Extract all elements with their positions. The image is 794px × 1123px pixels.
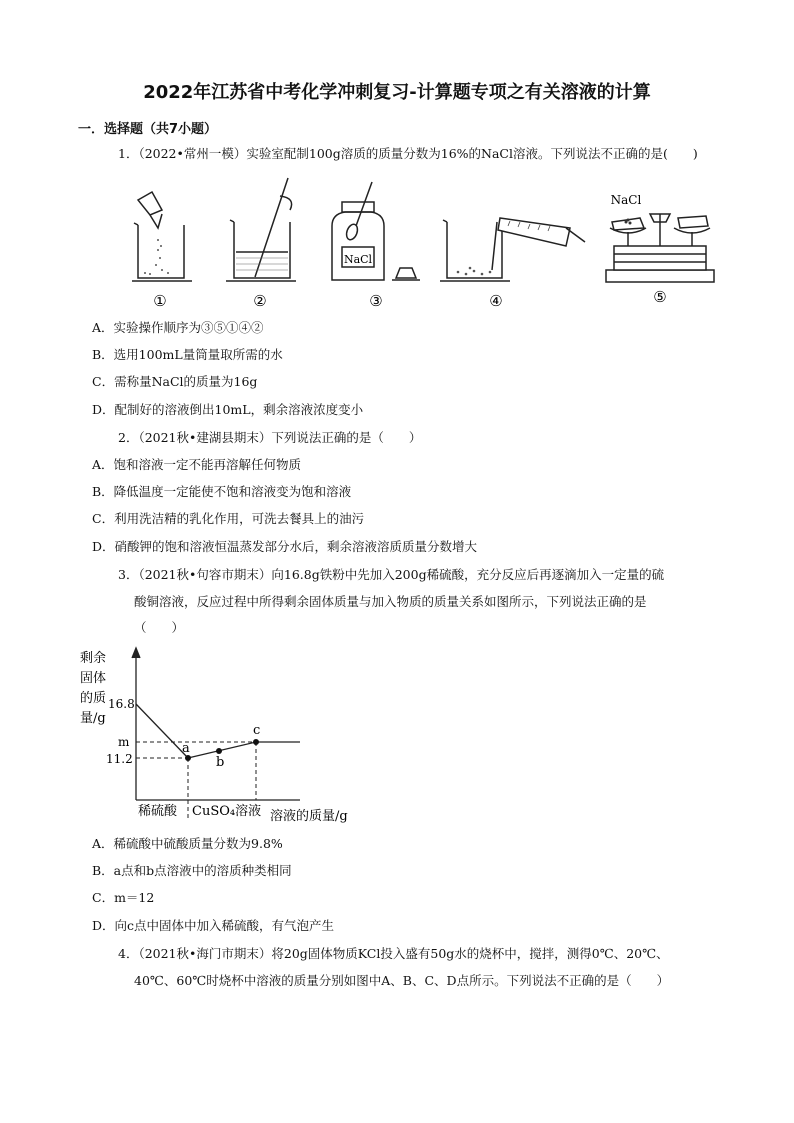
question-3-option-d: D．向c点中固体中加入稀硫酸，有气泡产生 bbox=[92, 918, 335, 933]
y-tick-16.8: 16.8 bbox=[108, 697, 135, 711]
point-a-label: a bbox=[182, 741, 190, 756]
beaker-pouring-solid bbox=[132, 192, 192, 281]
question-2-option-a: A．饱和溶液一定不能再溶解任何物质 bbox=[92, 457, 302, 472]
x-label-cuso4: CuSO₄溶液 bbox=[192, 804, 262, 819]
section-heading: 一．选择题（共7小题） bbox=[78, 122, 218, 137]
question-1-option-d: D．配制好的溶液倒出10mL，剩余溶液浓度变小 bbox=[92, 402, 364, 417]
x-label-acid: 稀硫酸 bbox=[138, 804, 178, 819]
x-axis-label: 溶液的质量/g bbox=[270, 809, 348, 824]
question-2-option-d: D．硝酸钾的饱和溶液恒温蒸发部分水后，剩余溶液溶质质量分数增大 bbox=[92, 539, 478, 554]
beaker-stirring bbox=[226, 178, 296, 281]
point-c-marker bbox=[253, 739, 259, 745]
y-label-line-3: 的质 bbox=[80, 691, 107, 706]
balance bbox=[606, 214, 714, 282]
question-3-stem-line-3: （ ） bbox=[134, 620, 185, 635]
question-3-stem-line-2: 酸铜溶液，反应过程中所得剩余固体质量与加入物质的质量关系如图所示，下列说法正确的是 bbox=[134, 594, 647, 609]
point-c-label: c bbox=[253, 723, 261, 738]
question-2-stem: 2．（2021秋•建湖县期末）下列说法正确的是（ ） bbox=[118, 430, 422, 445]
y-label-line-2: 固体 bbox=[80, 671, 107, 686]
y-tick-m: m bbox=[118, 735, 130, 749]
question-1-option-b: B．选用100mL量筒量取所需的水 bbox=[92, 347, 283, 362]
point-b-label: b bbox=[216, 755, 225, 770]
point-b-marker bbox=[216, 748, 222, 754]
y-label-line-1: 剩余 bbox=[80, 651, 107, 666]
question-4-stem-line-2: 40℃、60℃时烧杯中溶液的质量分别如图中A、B、C、D点所示。下列说法不正确的是（ ） bbox=[134, 973, 670, 988]
question-3-option-c: C．m＝12 bbox=[92, 890, 155, 905]
figure-label-5: ⑤ bbox=[653, 288, 667, 306]
question-3-option-a: A．稀硫酸中硫酸质量分数为9.8% bbox=[92, 836, 283, 851]
page-title: 2022年江苏省中考化学冲刺复习-计算题专项之有关溶液的计算 bbox=[143, 82, 651, 103]
question-2-option-b: B．降低温度一定能使不饱和溶液变为饱和溶液 bbox=[92, 484, 352, 499]
question-2-option-c: C．利用洗洁精的乳化作用，可洗去餐具上的油污 bbox=[92, 511, 365, 526]
figure-label-1: ① bbox=[153, 292, 167, 310]
question-3-option-b: B．a点和b点溶液中的溶质种类相同 bbox=[92, 863, 292, 878]
figure-label-3: ③ bbox=[369, 292, 383, 310]
question-3-graph bbox=[0, 640, 794, 830]
question-3-stem-line-1: 3．（2021秋•句容市期末）向16.8g铁粉中先加入200g稀硫酸，充分反应后再逐滴加入一定量的硫 bbox=[118, 567, 665, 582]
question-4-stem-line-1: 4．（2021秋•海门市期末）将20g固体物质KCl投入盛有50g水的烧杯中，搅拌，测得0℃、20℃、 bbox=[118, 946, 669, 961]
question-1-stem: 1．（2022•常州一模）实验室配制100g溶质的质量分数为16%的NaCl溶液。下列说法不正确的是( ) bbox=[118, 146, 698, 161]
curve-segment-acid bbox=[136, 704, 188, 758]
y-tick-11.2: 11.2 bbox=[106, 752, 133, 766]
y-label-line-4: 量/g bbox=[80, 711, 106, 726]
figure-label-4: ④ bbox=[489, 292, 503, 310]
question-1-option-a: A．实验操作顺序为③⑤①④② bbox=[92, 320, 264, 335]
bottle-label: NaCl bbox=[343, 253, 373, 266]
question-1-figure bbox=[0, 170, 794, 310]
balance-label: NaCl bbox=[610, 193, 642, 207]
question-1-option-c: C．需称量NaCl的质量为16g bbox=[92, 374, 258, 389]
beaker-cylinder-pouring bbox=[440, 218, 585, 281]
figure-label-2: ② bbox=[253, 292, 267, 310]
